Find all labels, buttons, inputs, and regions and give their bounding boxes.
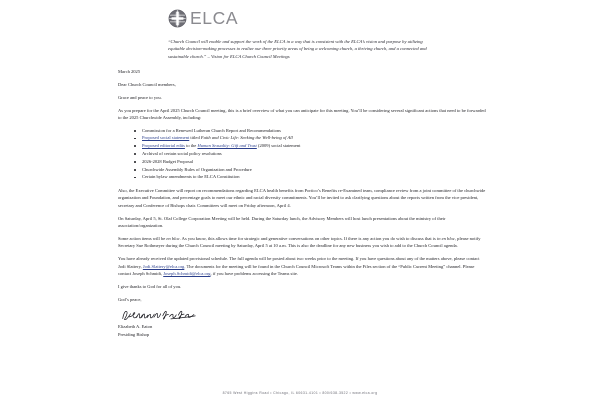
list-item-text: (2009) social statement (256, 143, 301, 149)
list-item-text: Churchwide Assembly Rules of Organization and Procedure (142, 166, 252, 172)
elca-logo (168, 9, 600, 28)
vision-quote: “Church Council will enable and support the work of the ELCA in a way that is consistent with the ELCA’s vision and purpose by utilizing equitable decision-making processes to realize our three priority areas of being a welcoming church, a thriving church, and a connected and sustainable church.” – Vision for ELCA Church Council Meetings (168, 39, 427, 59)
en-bloc-italic-2: in en bloc (436, 235, 455, 241)
email-link-jodi-slattery[interactable]: Jodi.Slattery@elca.org (142, 263, 185, 269)
list-item-text: to the (184, 143, 198, 149)
signer-name: Elizabeth A. Eaton (118, 324, 153, 330)
en-bloc-text-1: Some action items will be (118, 235, 167, 241)
signer-title: Presiding Bishop (118, 331, 150, 337)
assembly-action-list (118, 127, 488, 182)
schedule-text-3: , if you have problems accessing the Teams site. (210, 271, 298, 277)
list-item (134, 173, 488, 181)
list-item-text: 2026-2028 Budget Proposal (142, 158, 194, 164)
list-item (134, 127, 488, 135)
email-link-joseph-schmidt[interactable]: Joseph.Schmidt@elca.org (163, 271, 211, 277)
list-item (134, 134, 488, 142)
thanks-paragraph: I give thanks to God for all of you. (118, 283, 182, 289)
salutation: Dear Church Council members, (118, 82, 176, 88)
page-footer: 8765 West Higgins Road • Chicago, IL 60631-4101 • 800/638-3522 • www.elca.org (222, 391, 378, 395)
list-item-link[interactable]: Proposed editorial edits (142, 143, 185, 149)
greeting: Grace and peace to you. (118, 94, 162, 100)
en-bloc-paragraph (118, 235, 488, 250)
list-item-text: Archival of certain social policy resolutions (142, 151, 222, 157)
list-item (134, 142, 488, 150)
letterhead (0, 0, 600, 28)
saturday-paragraph: On Saturday, April 5, St. Olaf College Corporation Meeting will be held. During the Saturday lunch, the Advisory Members will host lunch presentations about the ministry of their association/organization. (118, 215, 446, 229)
list-item-text: Certain bylaw amendments to the ELCA Constitution (142, 174, 240, 180)
closing-paragraph: God’s peace, (118, 296, 142, 302)
list-item-link[interactable]: Proposed social statement (142, 135, 190, 141)
schedule-text-1: You have already received the updated provisional schedule. The full agenda will be posted about two weeks prior to the meeting. If you have questions about any of the matters above, please contact Jodi Slattery, (118, 256, 480, 269)
list-item-link[interactable]: Human Sexuality: Gift and Trust (197, 143, 257, 149)
list-item (134, 150, 488, 158)
letter-date: March 2025 (118, 69, 141, 75)
en-bloc-italic-1: en bloc (166, 235, 180, 241)
list-item-text: Commission for a Renewed Lutheran Church Report and Recommendations (142, 127, 281, 133)
schedule-paragraph (118, 255, 488, 278)
signature-block (118, 308, 488, 338)
list-item (134, 166, 488, 174)
executive-committee-paragraph: Also, the Executive Committee will report on recommendations regarding ELCA health benefits from Portico’s Benefits re-Examined team, compliance review from a joint committee of the churchwide organization and Foundation, and percentage goals to meet our ethnic and racial diversity commitments. You’ll be invited to ask clarifying questions about the reports written from the vice president, secretary and Conference of Bishops chair. Committees will meet on Friday afternoon, April 4. (118, 187, 486, 208)
vision-quote-container (0, 28, 600, 60)
elca-globe-cross-icon (168, 9, 187, 28)
list-item-text: Faith and Civic Life: Seeking the Well-being of All (200, 135, 293, 141)
elca-wordmark: ELCA (190, 7, 239, 28)
en-bloc-text-3: , please notify Secretary Sue Rothmeyer during the Church Council meeting by Saturday, April 5 at 10 a.m. This is also the deadline for any new business you wish to add to the Church Council agenda. (118, 235, 481, 249)
handwritten-signature-icon (120, 308, 198, 323)
intro-paragraph: As you prepare for the April 2025 Church Council meeting, this is a brief overview of what you can anticipate for this meeting. You’ll be considering several significant actions that need to be forwarded to the 2025 Churchwide Assembly, including: (118, 107, 486, 121)
list-item-text: titled (189, 135, 201, 141)
letter-body (0, 60, 600, 338)
list-item (134, 158, 488, 166)
schedule-text-2: . The documents for the meeting will be found in the Church Council Microsoft Teams within the Files section of the “Public Current Meeting” channel. Please contact Joseph Schmidt, (118, 263, 475, 277)
en-bloc-text-2: . As you know, this allows time for strategic and generative conversations on other topics. If there is any action you do wish to discuss that is (179, 235, 437, 241)
